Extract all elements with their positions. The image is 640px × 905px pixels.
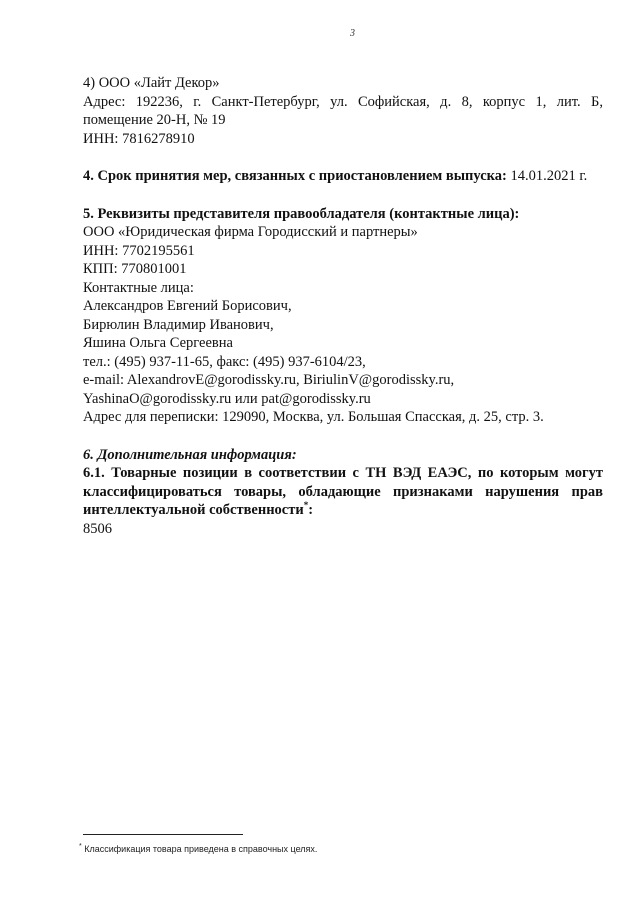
section5-contacts-label: Контактные лица: xyxy=(83,279,194,296)
section6-sub-line3: интеллектуальной собственности xyxy=(83,502,304,518)
section5-inn: ИНН: 7702195561 xyxy=(83,242,195,259)
section4-date: 14.01.2021 г. xyxy=(506,168,588,184)
section4-label: 4. Срок принятия мер, связанных с приостановлением выпуска: xyxy=(83,168,507,184)
entry4-title: 4) ООО «Лайт Декор» xyxy=(83,75,220,91)
section6-sub-line1: 6.1. Товарные позиции в соответствии с ТН ВЭД ЕАЭС, по которым могут xyxy=(83,465,603,481)
section6-code: 8506 xyxy=(83,520,112,537)
section6-sub-colon: : xyxy=(308,502,314,518)
footnote-divider xyxy=(83,834,243,835)
contact-person: Александров Евгений Борисович, xyxy=(83,298,292,314)
footnote-text: Классификация товара приведена в справочных целях. xyxy=(81,844,318,854)
contact-person: Яшина Ольга Сергеевна xyxy=(83,335,233,351)
footnote-marker: * xyxy=(303,500,309,511)
entry4-address-line1: Адрес: 192236, г. Санкт-Петербург, ул. Софийская, д. 8, корпус 1, лит. Б, xyxy=(83,93,603,110)
section5-mail-address: Адрес для переписки: 129090, Москва, ул. Большая Спасская, д. 25, стр. 3. xyxy=(83,409,544,425)
section5-phone: тел.: (495) 937-11-65, факс: (495) 937-6104/23, xyxy=(83,353,366,370)
footnote xyxy=(79,843,317,854)
contact-person: Бирюлин Владимир Иванович, xyxy=(83,316,274,333)
section4-heading xyxy=(83,167,603,186)
section6-sub-line3-wrap xyxy=(83,501,603,520)
page-number: 3 xyxy=(350,28,355,39)
document-body xyxy=(83,74,603,538)
section5-kpp: КПП: 770801001 xyxy=(83,261,187,277)
section5-email-line2: YashinaO@gorodissky.ru или pat@gorodissky.ru xyxy=(83,390,371,407)
section6-sub-line2: классифицироваться товары, обладающие признаками нарушения прав xyxy=(83,483,603,500)
entry4-address-line2: помещение 20-Н, № 19 xyxy=(83,112,226,128)
section5-email-line1: e-mail: AlexandrovE@gorodissky.ru, BiriulinV@gorodissky.ru, xyxy=(83,372,455,388)
section6-title: 6. Дополнительная информация: xyxy=(83,446,297,463)
footnote-marker: * xyxy=(79,843,82,850)
section5-company: ООО «Юридическая фирма Городисский и партнеры» xyxy=(83,224,418,240)
entry4-inn: ИНН: 7816278910 xyxy=(83,130,195,147)
section5-title: 5. Реквизиты представителя правообладателя (контактные лица): xyxy=(83,205,520,222)
